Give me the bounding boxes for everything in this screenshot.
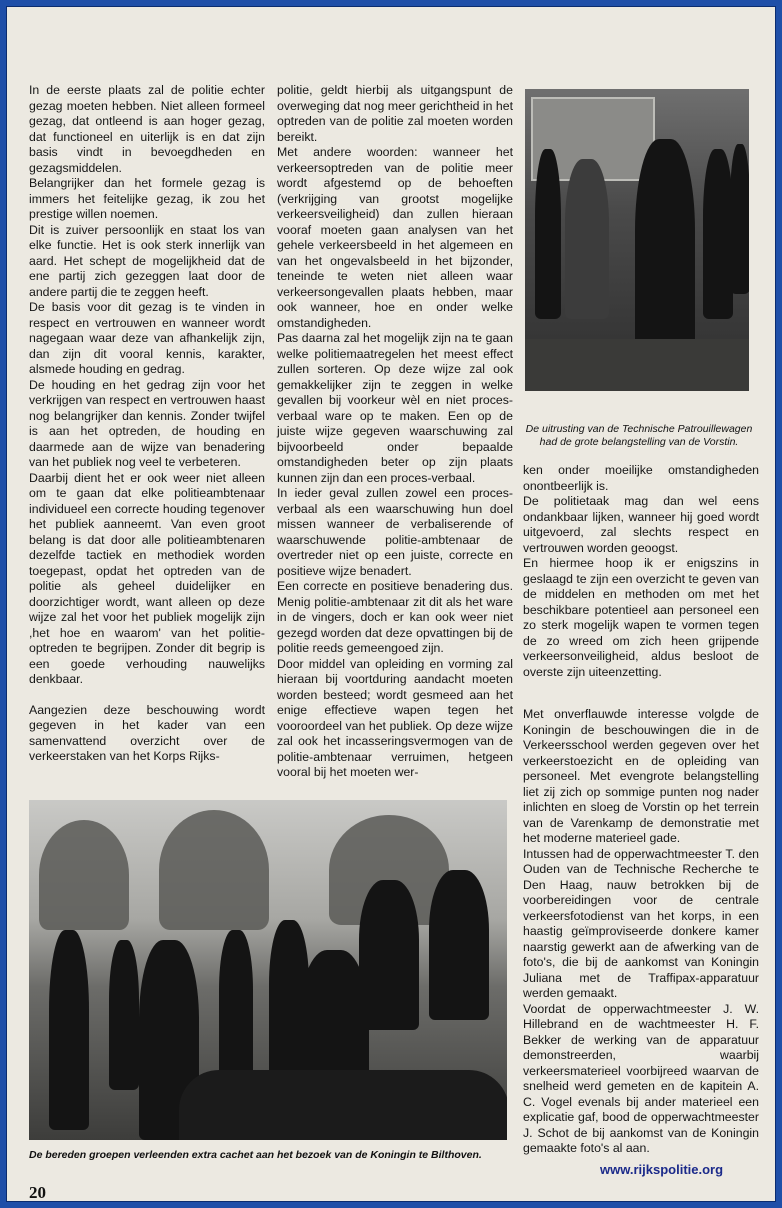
paragraph: Pas daarna zal het mogelijk zijn na te gaan welke politiemaatregelen het meest effect zullen sorteren. Op deze wijze zal ook gemakkelijker zijn te zeggen in welke gevallen bij voorkeur wèl en niet proces-verbaal ware op te maken. Een op de juiste wijze gegeven waarschuwing zal bijvoorbeeld onder bepaalde omstandigheden beter op zijn plaats kunnen zijn dan een proces-verbaal.	[277, 331, 513, 485]
paragraph: Daarbij dient het er ook weer niet alleen om te gaan dat elke politieambtenaar individueel een correcte houding tegenover het publiek aanneemt. Van even groot belang is dat door alle politieambtenaren dezelfde tactiek en methodiek worden toegepast, opdat het optreden van de politie als geheel duidelijker en doorzichtiger wordt, want alleen op deze wijze zal het voor het publiek mogelijk zijn ,het hoe en waarom' van het politie-optreden te begrijpen. Zonder dit begrip is een goede verhouding nauwelijks denkbaar.	[29, 470, 265, 686]
paragraph: De politietaak mag dan wel eens ondankbaar lijken, wanneer hij goed wordt uitgevoerd, zal slechts respect en vertrouwen worden geoogst.	[523, 494, 759, 555]
paragraph: Met onverflauwde interesse volgde de Koningin de beschouwingen die in de Verkeersschool werden gegeven over het verkeerstoezicht en de opleiding van personeel. Met evengrote belangstelling liet zij zich op sommige punten nog nader inlichten en sloeg de Vorstin op het terrein van de Varenkamp de demonstratie met het moderne materieel gade.	[523, 707, 759, 845]
mounted-police-visit-photo	[29, 800, 507, 1140]
magazine-page	[6, 6, 776, 1202]
paragraph: In ieder geval zullen zowel een proces-verbaal als een waarschuwing hun doel missen wanneer de verbaliserende of waarschuwende politie-ambtenaar de overtreder niet op een juiste, correcte en positieve wijze benadert.	[277, 486, 513, 578]
paragraph: Door middel van opleiding en vorming zal hieraan bij voortduring aandacht moeten worden besteed; wordt gesmeed aan het enige effectieve wapen tegen het vooroordeel van het publiek. Op deze wijze zal ook het incasseringsvermogen van de politie-ambtenaar verruimen, hetgeen vooral bij het moeten wer-	[277, 656, 513, 779]
paragraph: De houding en het gedrag zijn voor het verkrijgen van respect en vertrouwen haast nog belangrijker dan kennis. Zonder twijfel is aan het optreden, de houding en daarmede aan de wijze van benadering van het publiek nog veel te verbeteren.	[29, 377, 265, 469]
officer-figure	[219, 930, 253, 1080]
queen-inspecting-patrol-van-photo	[525, 89, 749, 391]
queen-figure	[565, 159, 609, 319]
officer-figure	[49, 930, 89, 1130]
text-column-3-bottom	[523, 707, 759, 1157]
text-column-1	[29, 83, 265, 765]
paragraph: Met andere woorden: wanneer het verkeersoptreden van de politie meer wordt afgestemd op de behoeften (verkrijging van grootst mogelijke verkeersveiligheid) dan zullen hieraan vooraf moeten gaan analysen van het gehele verkeersbeeld in het algemeen en van het ongevalsbeeld in het bijzonder, teneinde te weten niet alleen waar verkeersongevallen plaats hebben, maar ook wanneer, hoe en onder welke omstandigheden.	[277, 145, 513, 330]
horse-rider-figure	[429, 870, 489, 1020]
paragraph: Voordat de opperwachtmeester J. W. Hillebrand en de wachtmeester H. F. Bekker de werking van de apparatuur demonstreerden, waarbij verkeersmaterieel voorbijreed waarvan de snelheid werd gemeten en de kapitein A. C. Vogel evenals bij ander materieel een explicatie gaf, bood de opperwachtmeester J. Schot de bij aankomst van de Koningin gemaakte foto's al aan.	[523, 1001, 759, 1155]
tree	[159, 810, 269, 930]
text-column-2	[277, 83, 513, 781]
horse-rider-figure	[359, 880, 419, 1030]
paragraph: En hiermee hoop ik er enigszins in geslaagd te zijn een overzicht te geven van de middelen en methoden om met het beschikbare potentieel aan personeel een zo sterk mogelijk wapen te vormen tegen de zo wreed om zich heen grijpende verkeersonveiligheid, aldus besloot de overste zijn uiteenzetting.	[523, 556, 759, 679]
photo-caption: De uitrusting van de Technische Patrouillewagen had de grote belangstelling van de Vorstin.	[525, 423, 753, 448]
paragraph: Intussen had de opperwachtmeester T. den Ouden van de Technische Recherche te Den Haag, nauw betrokken bij de voorbereidingen voor de centrale verkeersfotodienst van het korps, in een haastig geïmproviseerde donkere kamer naarstig gewerkt aan de afwerking van de foto's, die bij de aankomst van Koningin Juliana met de Traffipax-apparatuur werden gemaakt.	[523, 846, 759, 1000]
paragraph: politie, geldt hierbij als uitgangspunt de overweging dat nog meer gerichtheid in het optreden van de politie zal moeten worden bereikt.	[277, 83, 513, 144]
paragraph: Een correcte en positieve benadering dus. Menig politie-ambtenaar zit dit als het ware in de vingers, doch er kan ook weer niet gezegd worden dat deze opvattingen bij de politie reeds gemeengoed zijn.	[277, 579, 513, 655]
officer-figure	[703, 149, 733, 319]
car-shape	[179, 1070, 507, 1140]
text-column-3-top	[523, 463, 759, 680]
paragraph: Aangezien deze beschouwing wordt gegeven in het kader van een samenvattend overzicht over de verkeerstaken van het Korps Rijks-	[29, 702, 265, 763]
paragraph: ken onder moeilijke omstandigheden onontbeerlijk is.	[523, 463, 759, 493]
tree	[39, 820, 129, 930]
watermark-link[interactable]: www.rijkspolitie.org	[600, 1162, 724, 1177]
officer-figure	[730, 144, 749, 294]
paragraph: De basis voor dit gezag is te vinden in respect en vertrouwen en wanneer wordt nagegaan waar deze van afhankelijk zijn, dan zijn dit vooral kennis, karakter, alsmede houding en gedrag.	[29, 300, 265, 376]
paragraph: In de eerste plaats zal de politie echter gezag moeten hebben. Niet alleen formeel gezag, dat ontleend is aan hoger gezag, dat functioneel en uiterlijk is en dat zijn basis vindt in bevoegdheden en gezagsmiddelen.	[29, 83, 265, 175]
photo-caption: De bereden groepen verleenden extra cachet aan het bezoek van de Koningin te Bilthoven.	[29, 1149, 482, 1161]
ground	[525, 339, 749, 391]
paragraph: Belangrijker dan het formele gezag is immers het feitelijke gezag, ik zou het prestige willen noemen.	[29, 176, 265, 221]
motor-officer-figure	[635, 139, 695, 369]
officer-figure	[109, 940, 139, 1090]
officer-figure	[535, 149, 561, 319]
page-number: 20	[29, 1183, 46, 1202]
paragraph: Dit is zuiver persoonlijk en staat los van elke functie. Het is ook sterk innerlijk van aard. Het schept de mogelijkheid dat de ene partij zich gezeggen laat door de andere partij die te zeggen heeft.	[29, 222, 265, 299]
